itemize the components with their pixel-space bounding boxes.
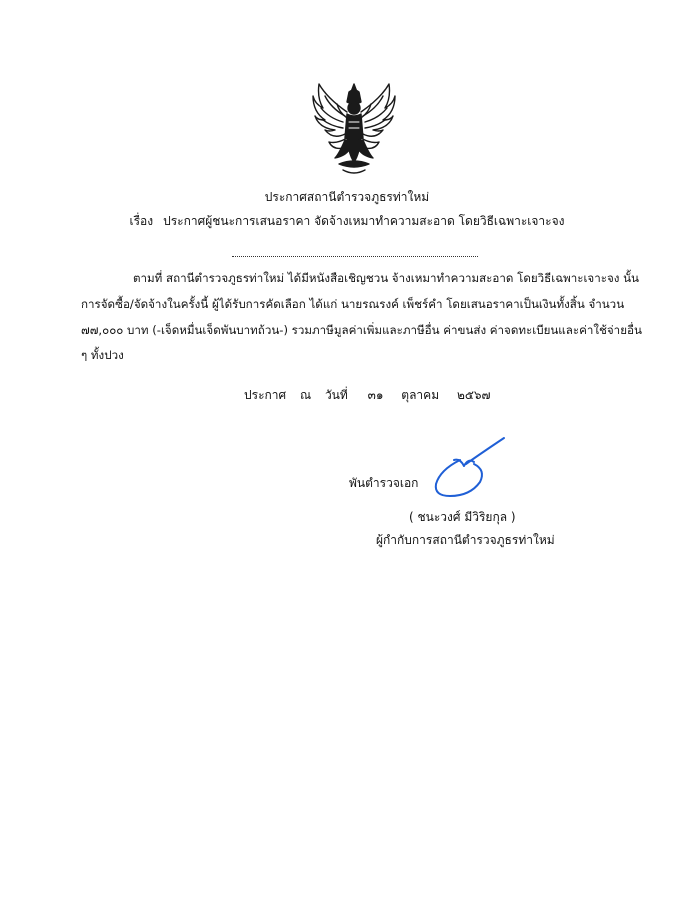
- announce-at: ณ: [299, 388, 312, 402]
- year-value: ๒๕๖๗: [456, 388, 491, 402]
- body-line-4: ๆ ทั้งปวง: [81, 348, 124, 362]
- signer-position: ผู้กำกับการสถานีตำรวจภูธรท่าใหม่: [376, 533, 555, 547]
- body-line-2: การจัดซื้อ/จัดจ้างในครั้งนี้ ผู้ได้รับการคัดเลือก ได้แก่ นายรณรงค์ เพ็ชร์คำ โดยเสนอราคาเป็นเงินทั้งสิ้น จำนวน: [81, 297, 625, 311]
- handwritten-signature: [420, 430, 520, 502]
- day-value: ๓๑: [367, 388, 384, 402]
- signer-rank: พันตำรวจเอก: [349, 476, 419, 490]
- announcement-date: [244, 386, 501, 405]
- subject-text: ประกาศผู้ชนะการเสนอราคา จัดจ้างเหมาทำความสะอาด โดยวิธีเฉพาะเจาะจง: [163, 214, 565, 228]
- document-title: ประกาศสถานีตำรวจภูธรท่าใหม่: [264, 190, 430, 204]
- document-subject: [0, 212, 694, 231]
- garuda-emblem-icon: [309, 78, 399, 178]
- body-line-1: ตามที่ สถานีตำรวจภูธรท่าใหม่ ได้มีหนังสือเชิญชวน จ้างเหมาทำความสะอาด โดยวิธีเฉพาะเจาะจง นั้น: [133, 271, 639, 285]
- subject-label: เรื่อง: [129, 214, 154, 228]
- month-value: ตุลาคม: [401, 388, 440, 402]
- body-line-3: ๗๗,๐๐๐ บาท (-เจ็ดหมื่นเจ็ดพันบาทถ้วน-) รวมภาษีมูลค่าเพิ่มและภาษีอื่น ค่าขนส่ง ค่าจดทะเบียนและค่าใช้จ่ายอื่น: [81, 323, 642, 337]
- day-label: วันที่: [324, 388, 348, 402]
- signer-name: ( ชนะวงศ์ มีวิริยกุล ): [409, 510, 516, 524]
- dotted-divider: [232, 256, 478, 257]
- announce-label: ประกาศ: [244, 388, 287, 402]
